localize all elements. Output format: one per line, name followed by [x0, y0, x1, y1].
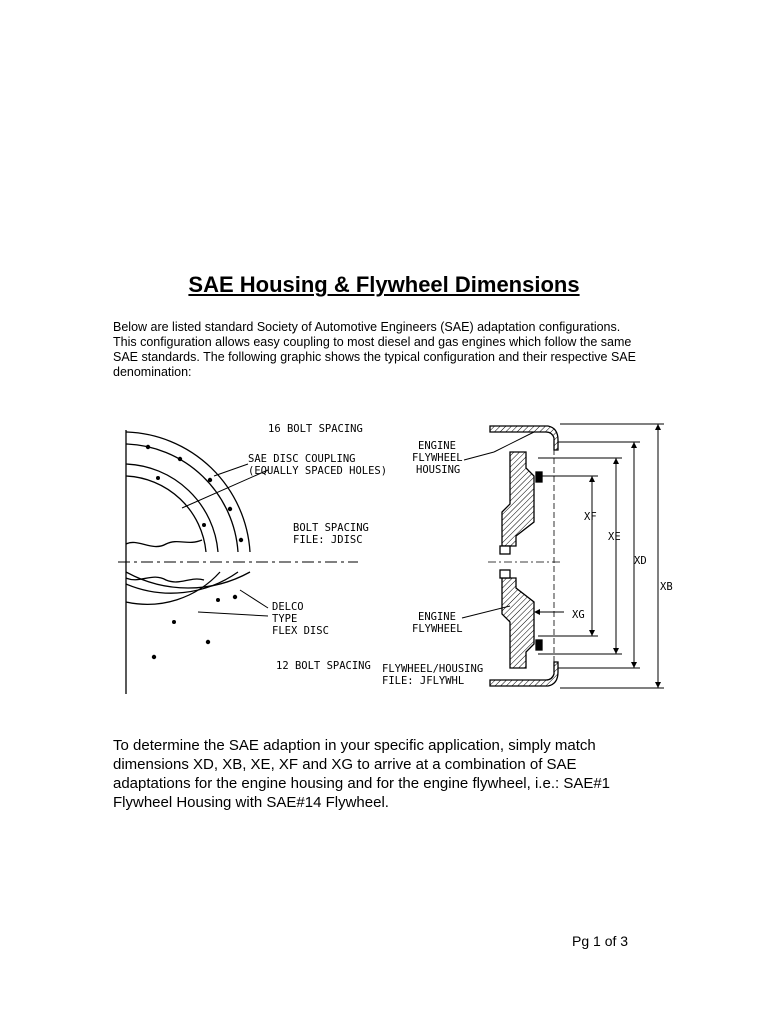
page-number: Pg 1 of 3: [572, 933, 629, 949]
intro-paragraph: Below are listed standard Society of Automotive Engineers (SAE) adaptation configurations. This configuration allows easy coupling to most diesel and gas engines which follow the same SAE standards. The following graphic shows the typical configuration and their respective SAE denomination:: [113, 320, 636, 379]
label-engine-housing-1: ENGINE: [418, 440, 456, 452]
label-file-jflywhl: FILE: JFLYWHL: [382, 675, 465, 687]
leader-lines: [182, 464, 268, 616]
label-16-bolt-spacing: 16 BOLT SPACING: [268, 423, 363, 435]
instructions-paragraph: To determine the SAE adaption in your specific application, simply match dimensions XD, XB, XE, XF and XG to arrive at a combination of SAE adaptations for the engine housing and for the engine flywheel, i.e.: SAE#1 Flywheel Housing with SAE#14 Flywheel.: [113, 737, 611, 811]
housing-cross-section: [488, 426, 562, 686]
dimension-label-xf: XF: [584, 511, 597, 523]
sae-diagram: [118, 412, 678, 700]
label-engine-flywheel-1: ENGINE: [418, 611, 456, 623]
label-sae-disc-coupling: SAE DISC COUPLING: [248, 453, 356, 465]
label-flywheel-housing-file: FLYWHEEL/HOUSING: [382, 663, 484, 675]
label-flex-disc: FLEX DISC: [272, 625, 329, 637]
bolt-holes: [146, 445, 243, 659]
label-delco: DELCO: [272, 601, 304, 613]
dimension-label-xd: XD: [634, 555, 647, 567]
label-12-bolt-spacing: 12 BOLT SPACING: [276, 660, 371, 672]
label-type: TYPE: [272, 613, 298, 625]
sae-diagram-svg: [118, 412, 678, 700]
dimension-label-xg: XG: [572, 609, 585, 621]
dimension-label-xb: XB: [660, 581, 673, 593]
label-file-jdisc: FILE: JDISC: [293, 534, 363, 546]
label-engine-flywheel-2: FLYWHEEL: [412, 623, 463, 635]
document-title: SAE Housing & Flywheel Dimensions: [188, 272, 580, 297]
label-engine-housing-3: HOUSING: [416, 464, 461, 476]
dimension-label-xe: XE: [608, 531, 621, 543]
label-bolt-spacing: BOLT SPACING: [293, 522, 369, 534]
label-equally-spaced-holes: (EQUALLY SPACED HOLES): [248, 465, 388, 477]
label-engine-housing-2: FLYWHEEL: [412, 452, 463, 464]
